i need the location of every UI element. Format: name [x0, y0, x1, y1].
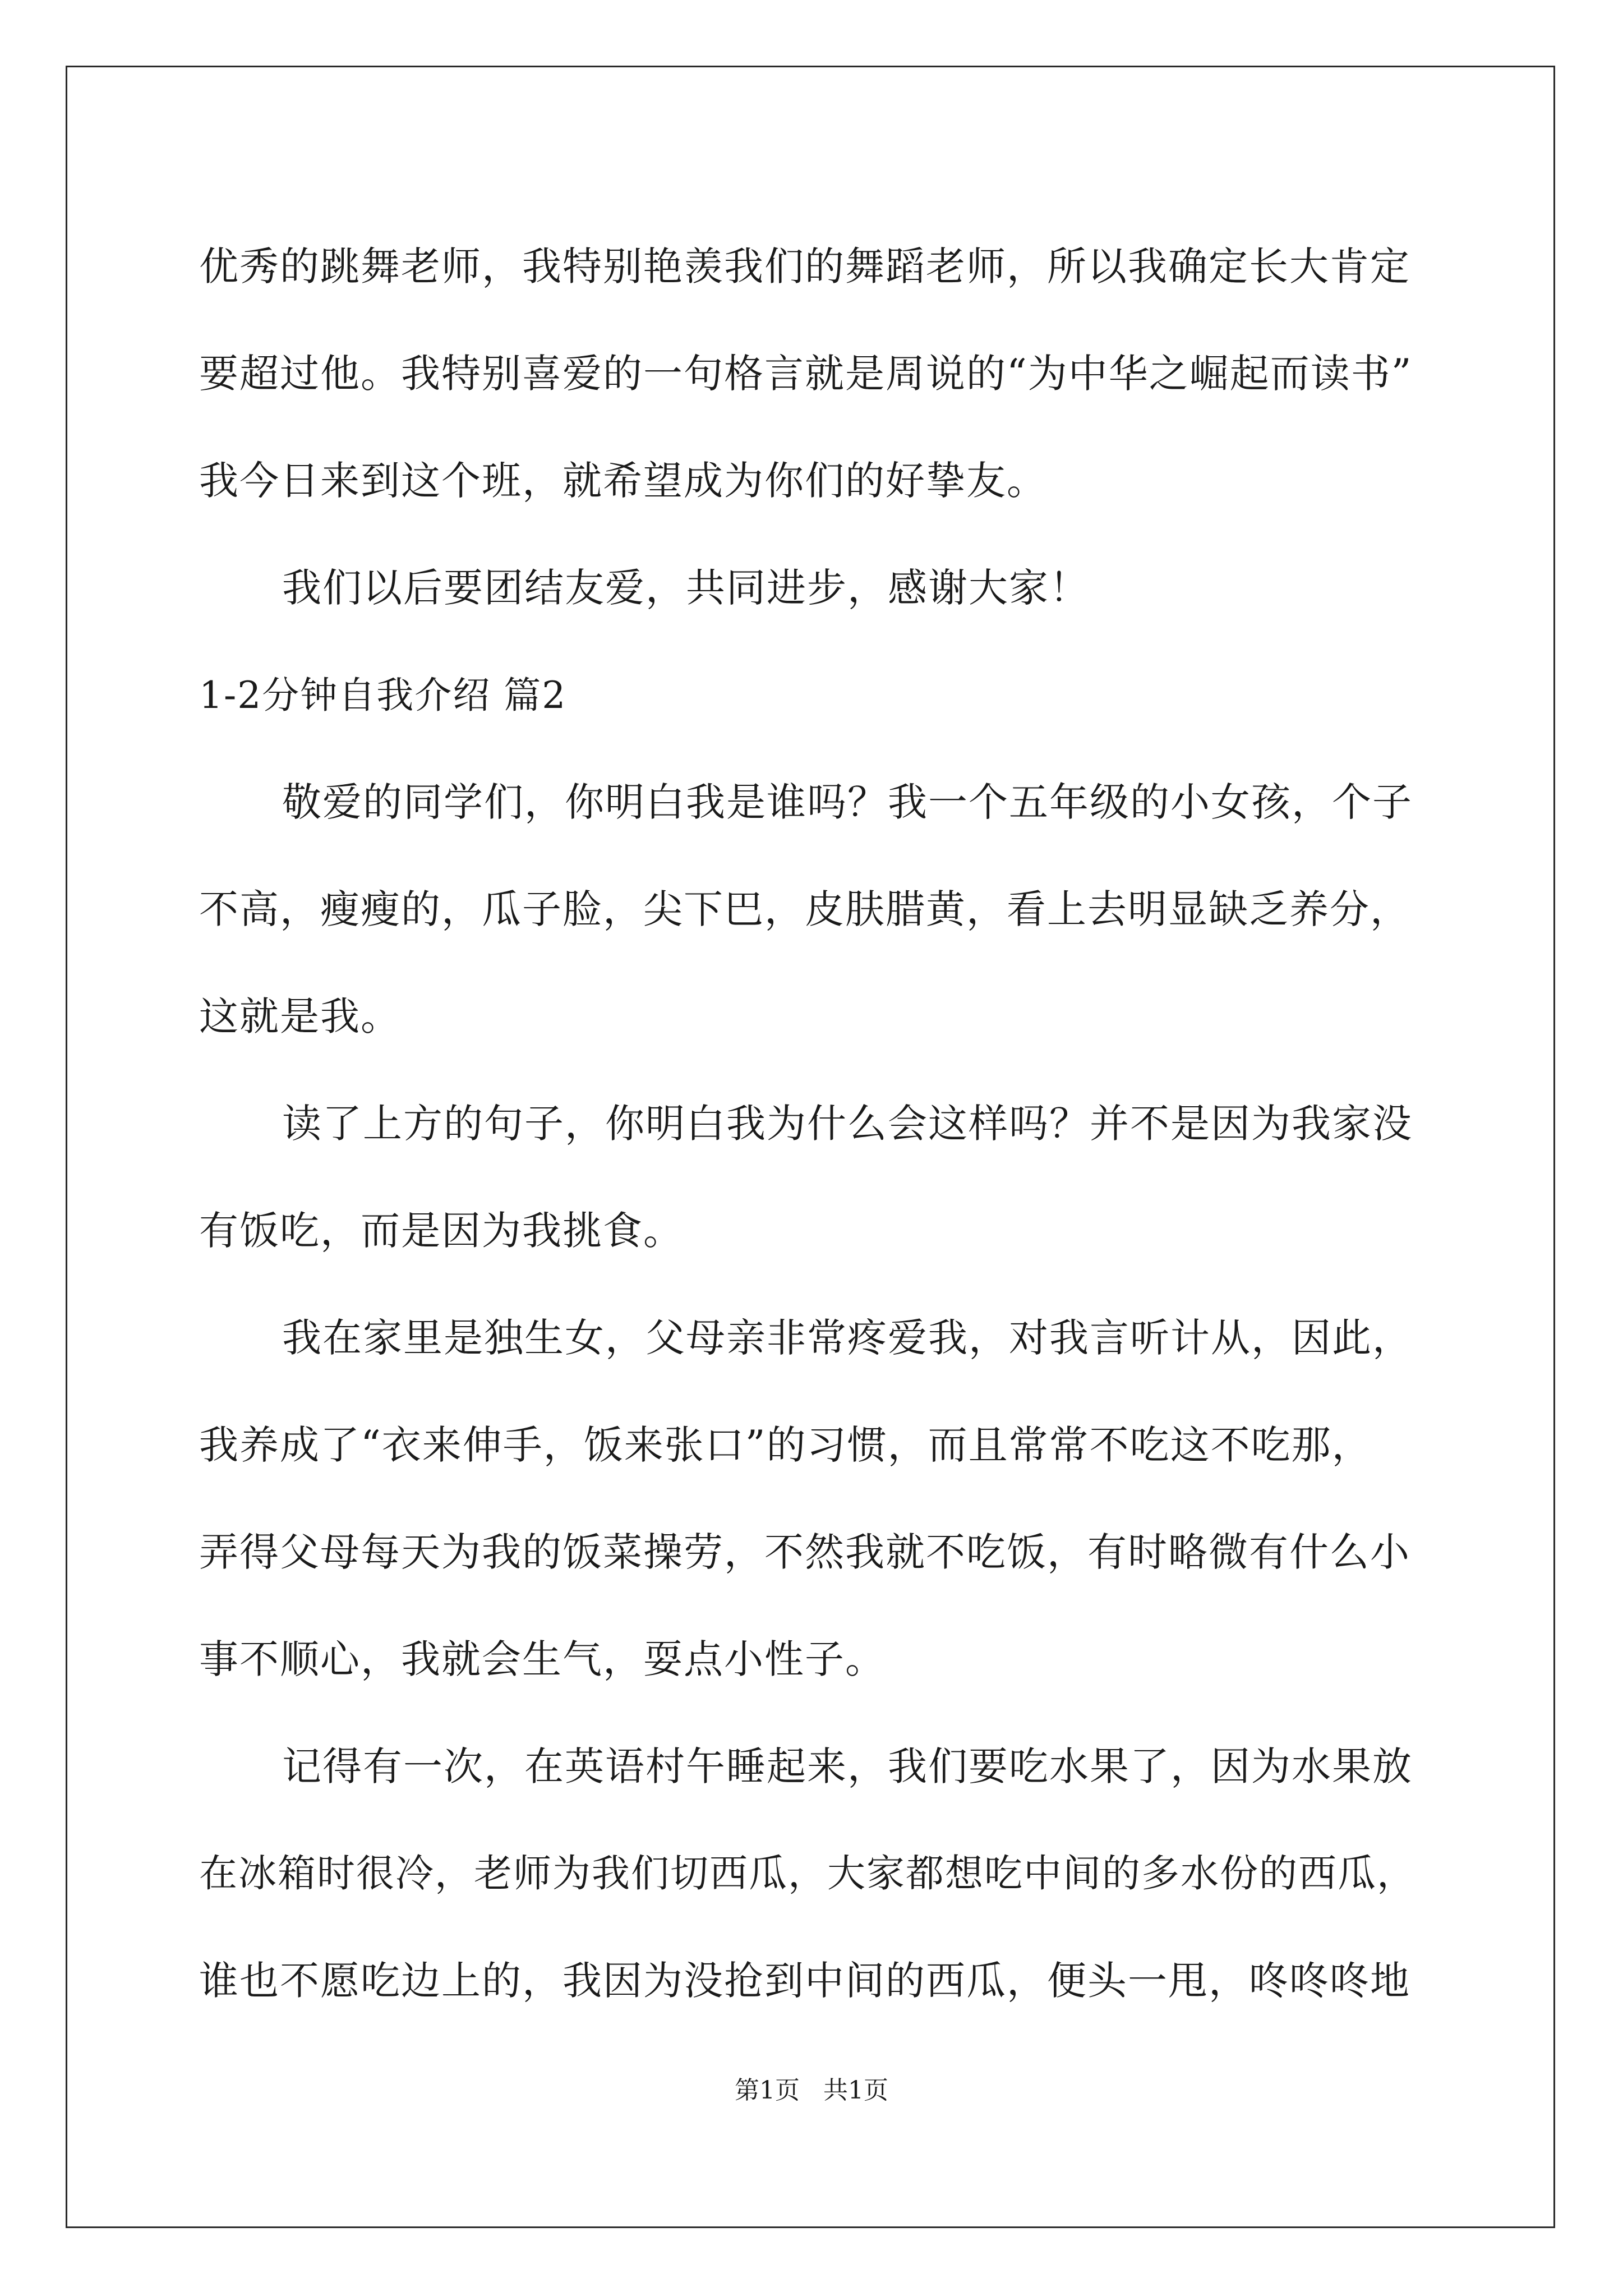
text-line-12: 我养成了“衣来伸手，饭来张口”的习惯，而且常常不吃这不吃那，: [199, 1422, 1372, 1468]
text-line-16: 在冰箱时很冷，老师为我们切西瓜，大家都想吃中间的多水份的西瓜，: [199, 1852, 1417, 1896]
text-line-14: 事不顺心，我就会生气，耍点小性子。: [199, 1636, 886, 1682]
text-line-9: 读了上方的句子，你明白我为什么会这样吗？并不是因为我家没: [282, 1101, 1413, 1147]
text-line-2: 要超过他。我特别喜爱的一句格言就是周说的“为中华之崛起而读书”: [199, 351, 1413, 397]
section-heading: 1-2分钟自我介绍 篇2: [199, 674, 567, 717]
text-line-10: 有饭吃，而是因为我挑食。: [199, 1208, 684, 1254]
document-body: [199, 213, 1433, 2035]
text-line-1: 优秀的跳舞老师，我特别艳羡我们的舞蹈老师，所以我确定长大肯定: [199, 243, 1410, 289]
text-line-8: 这就是我。: [199, 993, 401, 1039]
text-line-17: 谁也不愿吃边上的，我因为没抢到中间的西瓜，便头一甩，咚咚咚地: [199, 1958, 1410, 2004]
text-line-11: 我在家里是独生女，父母亲非常疼爱我，对我言听计从，因此，: [282, 1315, 1413, 1361]
text-line-4: 我们以后要团结友爱，共同进步，感谢大家！: [282, 565, 1090, 611]
text-line-15: 记得有一次，在英语村午睡起来，我们要吃水果了，因为水果放: [282, 1743, 1413, 1789]
text-line-6: 敬爱的同学们，你明白我是谁吗？我一个五年级的小女孩，个子: [282, 779, 1413, 825]
page-footer: 第1页 共1页: [735, 2076, 888, 2105]
text-line-3: 我今日来到这个班，就希望成为你们的好挚友。: [199, 458, 1047, 504]
text-line-13: 弄得父母每天为我的饭菜操劳，不然我就不吃饭，有时略微有什么小: [199, 1529, 1410, 1575]
text-line-7: 不高，瘦瘦的，瓜子脸，尖下巴，皮肤腊黄，看上去明显缺乏养分，: [199, 886, 1410, 932]
